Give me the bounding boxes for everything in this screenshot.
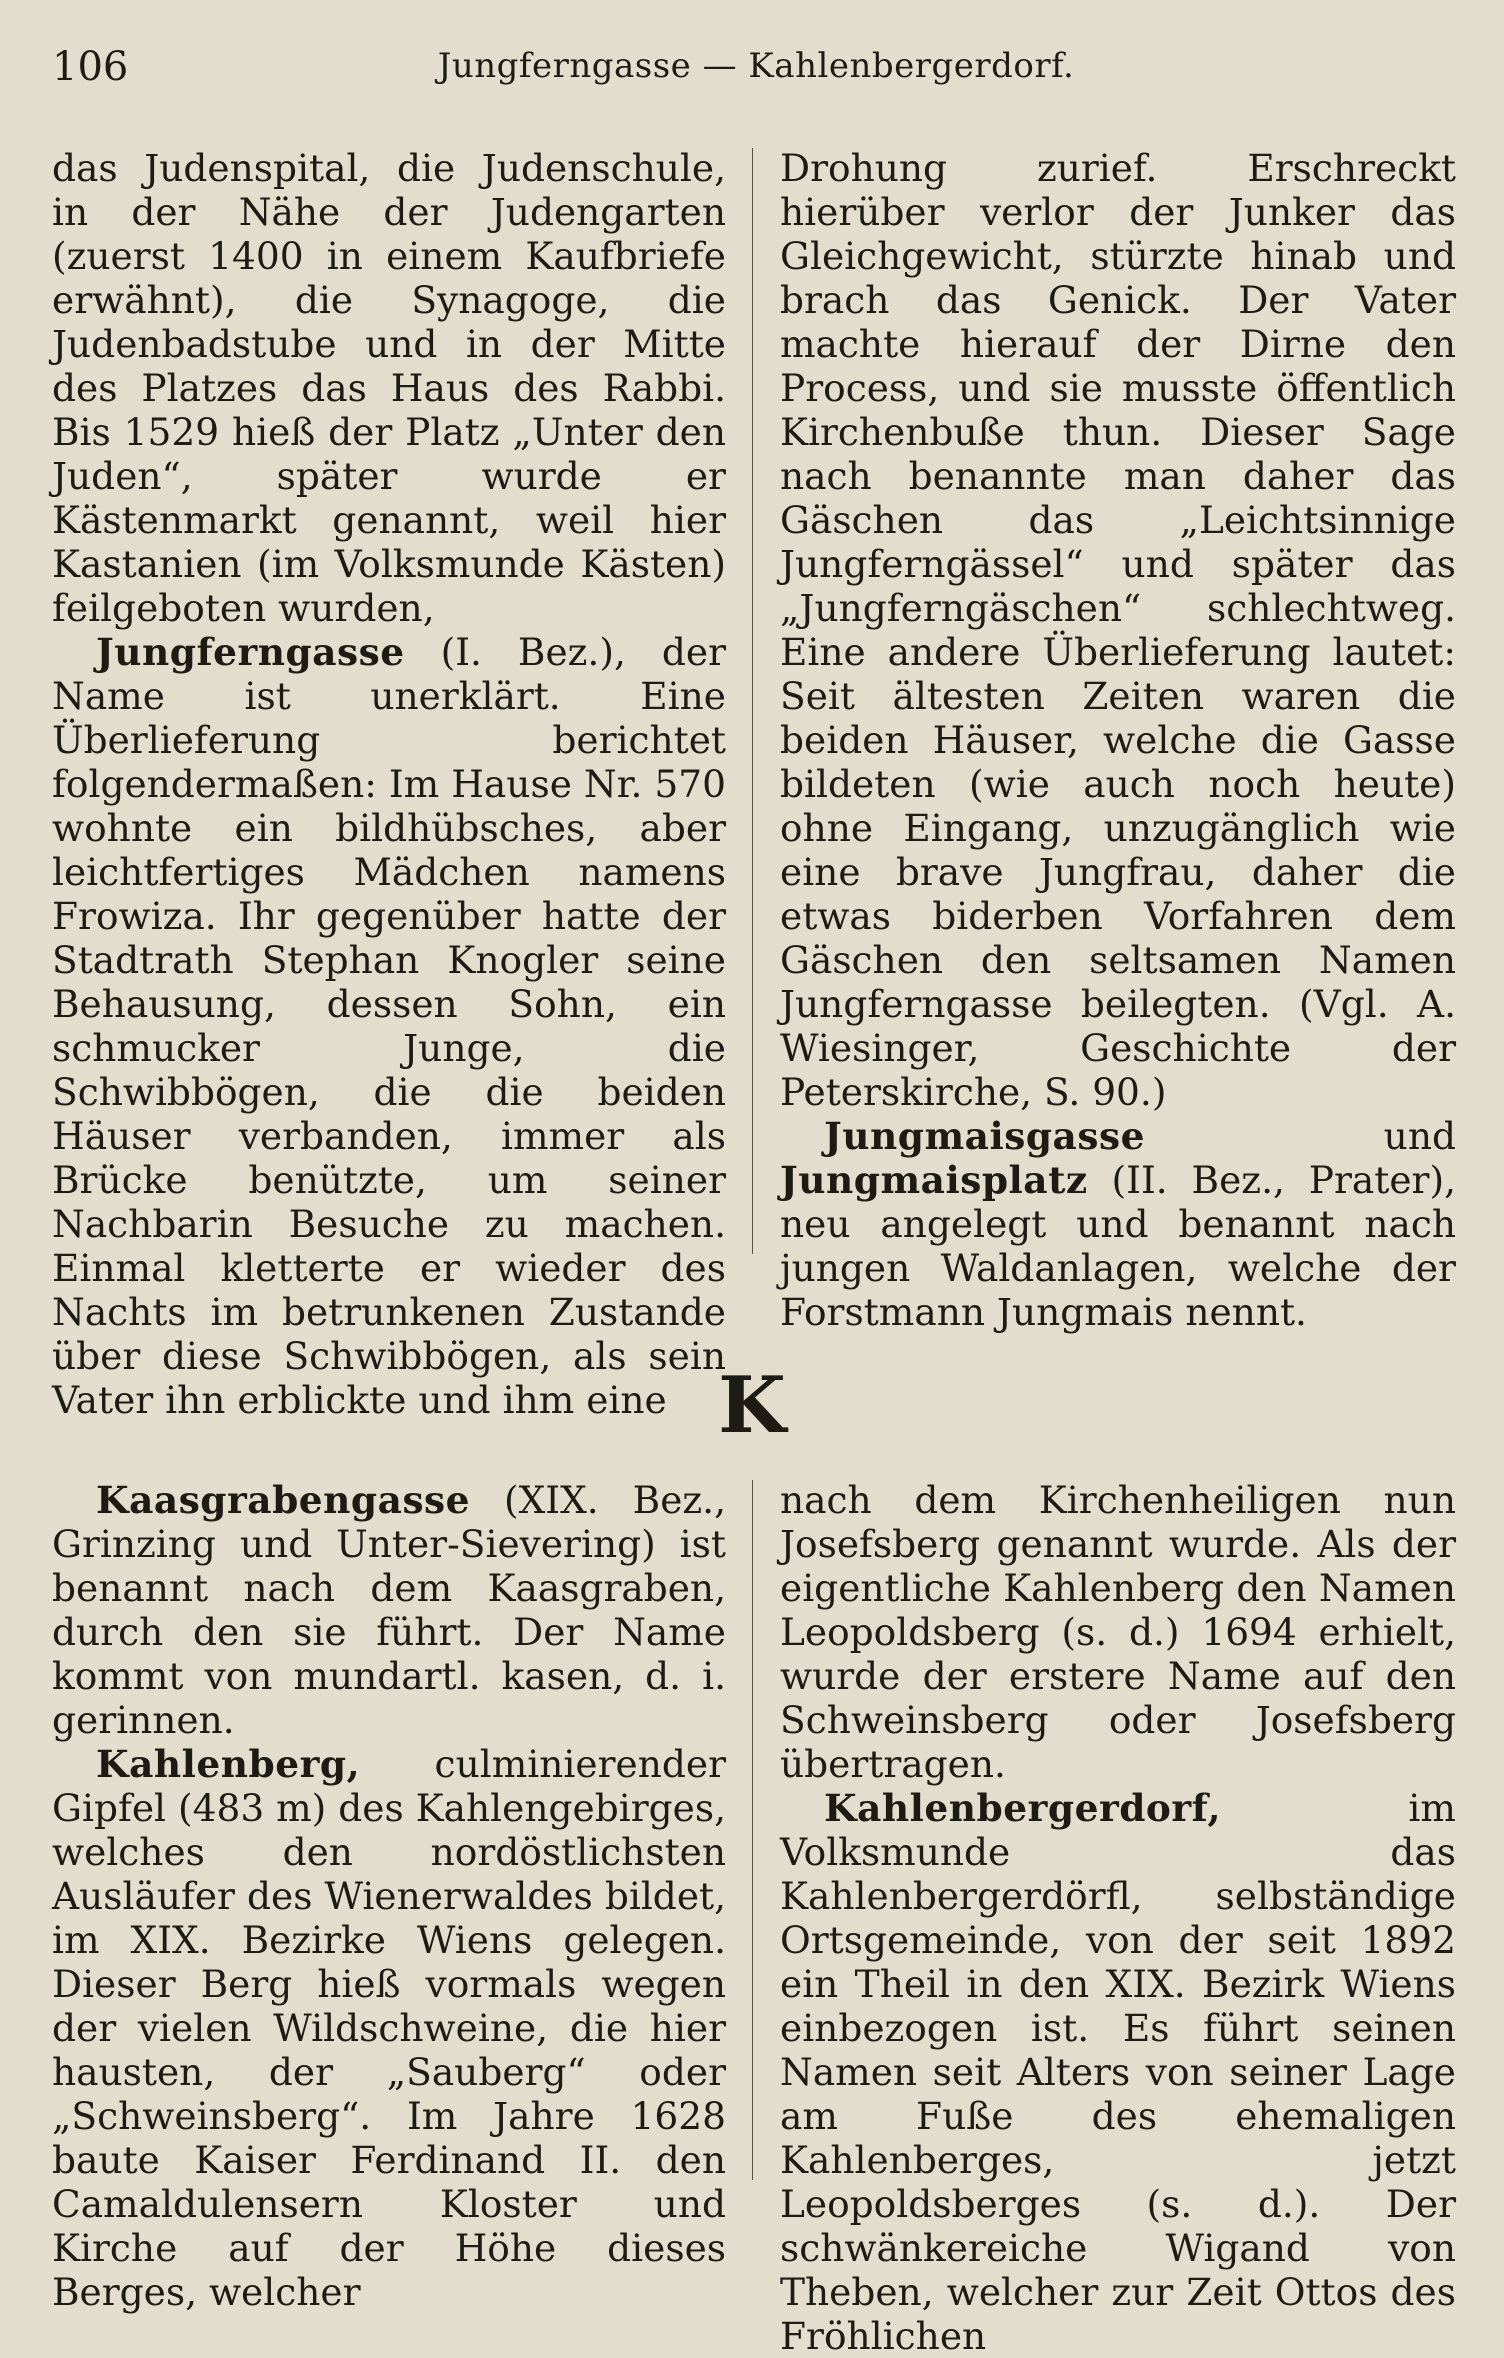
entry-text: (XIX. Bez., Grinzing und Unter-Sievering) ist benannt nach dem Kaasgraben, durch den sie führt. Der Name kommt von mundartl. kasen, d. i. gerinnen. (52, 1478, 726, 1742)
column-divider-top (752, 148, 753, 1254)
headword: Kaasgrabengasse (96, 1478, 471, 1522)
headword: Kahlenberg, (96, 1742, 361, 1786)
headword: Kahlenbergerdorf, (824, 1786, 1222, 1830)
section-letter: K (718, 1360, 786, 1451)
headword: Jungmaisgasse (824, 1114, 1145, 1158)
entry-jungmaisgasse (780, 1114, 1456, 1334)
entry-connector: und (1144, 1114, 1456, 1158)
running-head: Jungferngasse — Kahlenbergerdorf. (437, 46, 1075, 86)
paragraph-continuation: nach dem Kirchenheiligen nun Josefsberg genannt wurde. Als der eigentliche Kahlenberg den Namen Leopoldsberg (s. d.) 1694 erhielt, wurde der erstere Name auf den Schweinsberg oder Josefsberg übertragen. (780, 1478, 1456, 1786)
page-number: 106 (52, 44, 129, 90)
entry-text: (II. Bez., Prater), neu angelegt und benannt nach jungen Waldanlagen, welche der Forstmann Jungmais nennt. (780, 1158, 1456, 1334)
headword: Jungferngasse (96, 630, 405, 674)
entry-kahlenberg (52, 1742, 726, 2314)
column-divider-bottom (752, 1480, 753, 2180)
entry-text: im Volksmunde das Kahlenbergerdörfl, selbständige Ortsgemeinde, von der seit 1892 ein Theil in den XIX. Bezirk Wiens einbezogen ist. Es führt seinen Namen seit Alters von seiner Lage am Fuße des ehemaligen Kahlenberges, jetzt Leopoldsberges (s. d.). Der schwänkereiche Wigand von Theben, welcher zur Zeit Ottos des Fröhlichen (780, 1786, 1456, 2358)
paragraph-continuation: Drohung zurief. Erschreckt hierüber verlor der Junker das Gleichgewicht, stürzte hinab und brach das Genick. Der Vater machte hierauf der Dirne den Process, und sie musste öffentlich Kirchenbuße thun. Dieser Sage nach benannte man daher das Gäschen das „Leichtsinnige Jungferngässel“ und später das „Jungferngäschen“ schlechtweg. Eine andere Überlieferung lautet: Seit ältesten Zeiten waren die beiden Häuser, welche die Gasse bildeten (wie auch noch heute) ohne Eingang, unzugänglich wie eine brave Jungfrau, daher die etwas biderben Vorfahren dem Gäschen den seltsamen Namen Jungferngasse beilegten. (Vgl. A. Wiesinger, Geschichte der Peterskirche, S. 90.) (780, 146, 1456, 1114)
column-top-right (780, 146, 1456, 1334)
entry-kahlenbergerdorf (780, 1786, 1456, 2358)
column-top-left (52, 146, 726, 1422)
entry-jungferngasse (52, 630, 726, 1422)
page-header (52, 38, 1460, 98)
entry-text: culminierender Gipfel (483 m) des Kahlengebirges, welches den nordöstlichsten Ausläufer des Wienerwaldes bildet, im XIX. Bezirke Wiens gelegen. Dieser Berg hieß vormals wegen der vielen Wildschweine, die hier hausten, der „Sauberg“ oder „Schweinsberg“. Im Jahre 1628 baute Kaiser Ferdinand II. den Camaldulensern Kloster und Kirche auf der Höhe dieses Berges, welcher (52, 1742, 726, 2314)
entry-text: (I. Bez.), der Name ist unerklärt. Eine Überlieferung berichtet folgendermaßen: Im Hause Nr. 570 wohnte ein bildhübsches, aber leichtfertiges Mädchen namens Frowiza. Ihr gegenüber hatte der Stadtrath Stephan Knogler seine Behausung, dessen Sohn, ein schmucker Junge, die Schwibbögen, die die beiden Häuser verbanden, immer als Brücke benützte, um seiner Nachbarin Besuche zu machen. Einmal kletterte er wieder des Nachts im betrunkenen Zustande über diese Schwibbögen, als sein Vater ihn erblickte und ihm eine (52, 630, 726, 1422)
headword: Jungmaisplatz (780, 1158, 1088, 1202)
entry-kaasgrabengasse (52, 1478, 726, 1742)
paragraph-continuation: das Judenspital, die Judenschule, in der Nähe der Judengarten (zuerst 1400 in einem Kaufbriefe erwähnt), die Synagoge, die Judenbadstube und in der Mitte des Platzes das Haus des Rabbi. Bis 1529 hieß der Platz „Unter den Juden“, später wurde er Kästenmarkt genannt, weil hier Kastanien (im Volksmunde Kästen) feilgeboten wurden, (52, 146, 726, 630)
column-bottom-right (780, 1478, 1456, 2358)
column-bottom-left (52, 1478, 726, 2314)
